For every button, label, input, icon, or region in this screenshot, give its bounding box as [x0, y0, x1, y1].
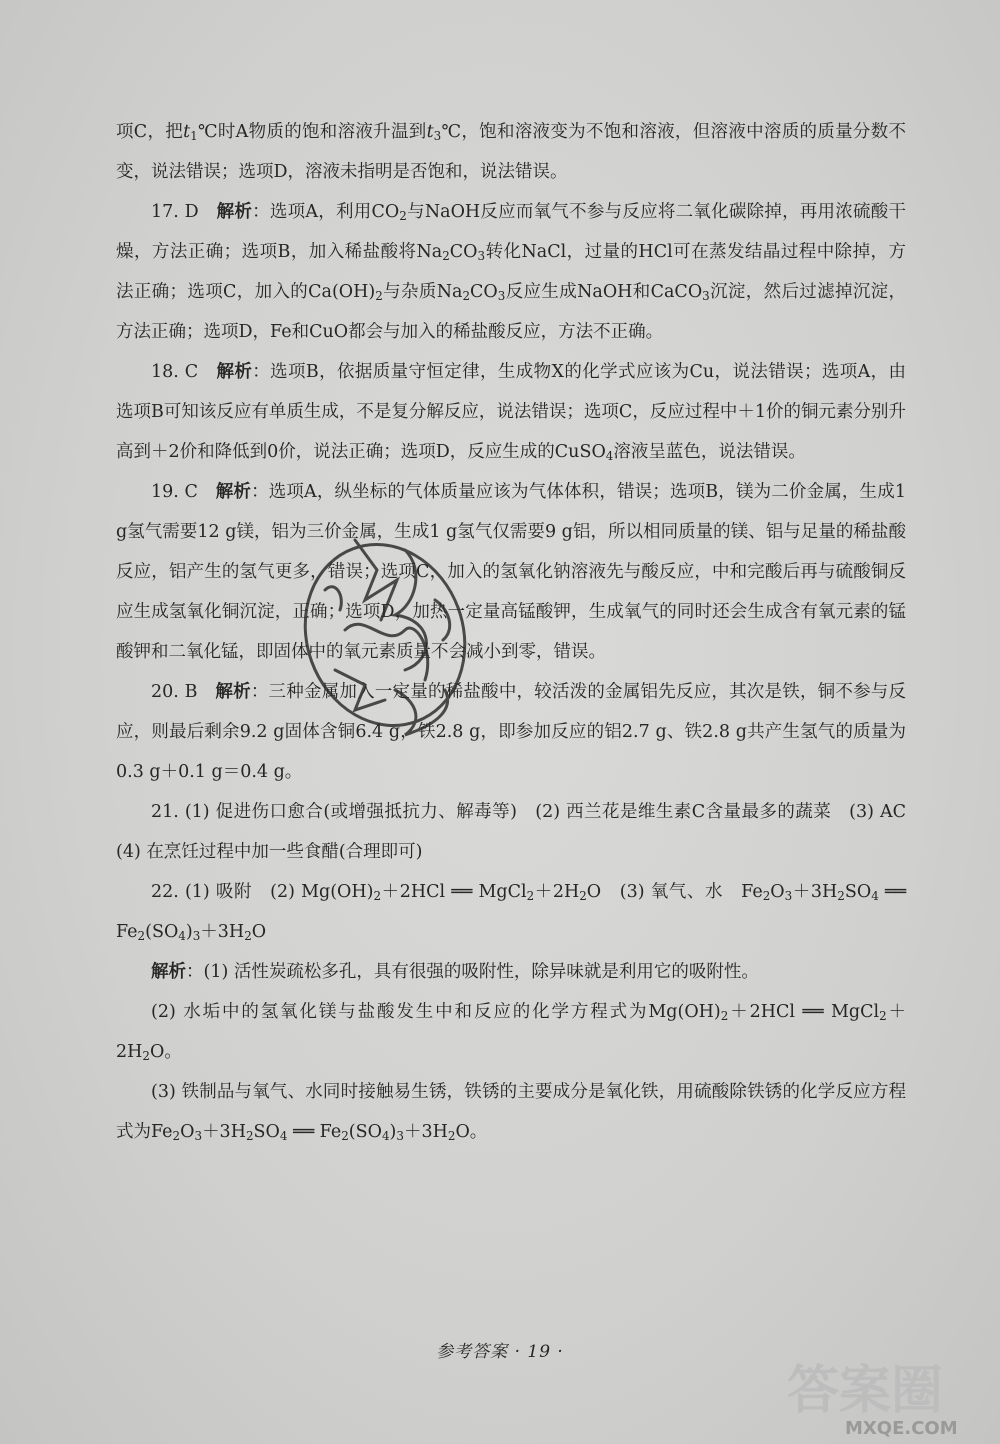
answer-text [116, 112, 924, 1152]
paragraph-analysis-2: (2) 水垢中的氢氧化镁与盐酸发生中和反应的化学方程式为$Mg(OH)_2+2HCl$ ══ $MgCl_2+2H_2O$。 [116, 1002, 907, 1063]
page-footer: 参考答案 · 19 · [436, 1342, 564, 1362]
paragraph-q22: 22. (1) 吸附 (2) $Mg(OH)_2+2HCl$ ══ $MgCl_2+2H_2O$ (3) 氧气、水 $Fe_2O_3+3H_2SO_4$ ══ $Fe_2(SO_4)_3+3H_2O$ [116, 882, 906, 943]
paragraph-q16-continued: 项C，把$t_1℃$时A物质的饱和溶液升温到$t_3℃$，饱和溶液变为不饱和溶液，但溶液中溶质的质量分数不变，说法错误；选项D，溶液未指明是否饱和，说法错误。 [116, 122, 906, 182]
watermark-logo-text: 答案圈 [787, 1361, 944, 1421]
paragraph-q18: 18. C 解析：选项B，依据质量守恒定律，生成物X的化学式应该为Cu，说法错误；选项A，由选项B可知该反应有单质生成，不是复分解反应，说法错误；选项C，反应过程中＋1价的铜元素分别升高到＋2价和降低到0价，说法正确；选项D，反应生成的CuSO$_4$溶液呈蓝色，说法错误。 [116, 362, 906, 463]
paragraph-q21: 21. (1) 促进伤口愈合(或增强抵抗力、解毒等) (2) 西兰花是维生素C含量最多的蔬菜 (3) AC (4) 在烹饪过程中加一些食醋(合理即可) [116, 802, 924, 862]
watermark-logo [785, 1358, 990, 1438]
paragraph-q20: 20. B 解析：三种金属加入一定量的稀盐酸中，较活泼的金属铝先反应，其次是铁，铜不参与反应，则最后剩余9.2 g固体含铜6.4 g，铁2.8 g，即参加反应的铝2.7 g、铁2.8 g共产生氢气的质量为0.3 g＋0.1 g＝0.4 g。 [116, 682, 907, 782]
paragraph-analysis-3: (3) 铁制品与氧气、水同时接触易生锈，铁锈的主要成分是氧化铁，用硫酸除铁锈的化学反应方程式为$Fe_2O_3+3H_2SO_4$ ══ $Fe_2(SO_4)_3+3H_2O$。 [116, 1082, 906, 1143]
paragraph-q19: 19. C 解析：选项A，纵坐标的气体质量应该为气体体积，错误；选项B，镁为二价金属，生成1 g氢气需要12 g镁，铝为三价金属，生成1 g氢气仅需要9 g铝，所以相同质量的镁、铝与足量的稀盐酸反应，铝产生的氢气更多，错误；选项C，加入的氢氧化钠溶液先与酸反应，中和完酸后再与硫酸铜反应生成氢氧化铜沉淀，正确；选项D，加热一定量高锰酸钾，生成氧气的同时还会生成含有氧元素的锰酸钾和二氧化锰，即固体中的氧元素质量不会减小到零，错误。 [116, 482, 906, 662]
paragraph-q17: 17. D 解析：选项A，利用$CO_2$与NaOH反应而氧气不参与反应将二氧化碳除掉，再用浓硫酸干燥，方法正确；选项B，加入稀盐酸将$Na_2CO_3$转化NaCl，过量的HCl可在蒸发结晶过程中除掉，方法正确；选项C，加入的$Ca(OH)_2$与杂质$Na_2CO_3$反应生成NaOH和CaCO$_3$沉淀，然后过滤掉沉淀，方法正确；选项D，Fe和CuO都会与加入的稀盐酸反应，方法不正确。 [116, 202, 907, 342]
watermark-site: MXQE.COM [845, 1418, 958, 1438]
paragraph-analysis-1: 解析：(1) 活性炭疏松多孔，具有很强的吸附性，除异味就是利用它的吸附性。 [151, 962, 759, 982]
